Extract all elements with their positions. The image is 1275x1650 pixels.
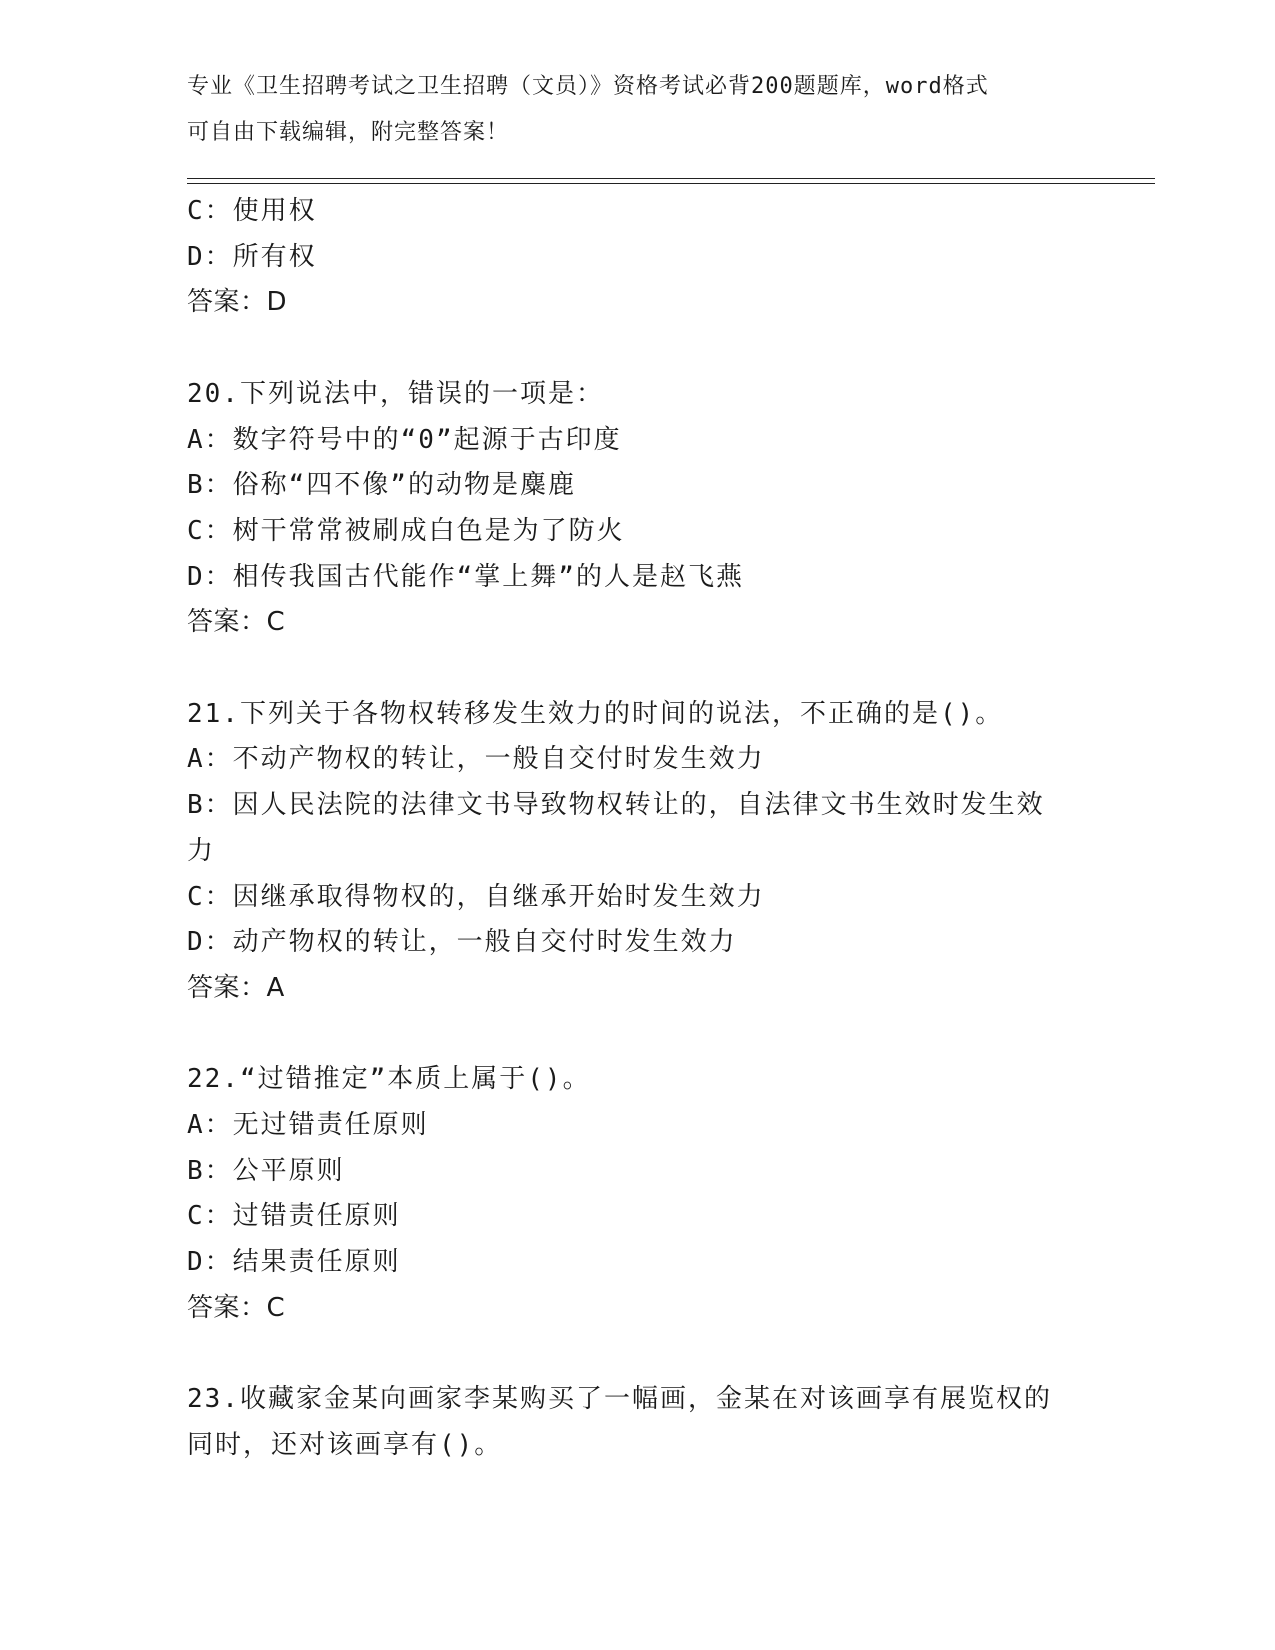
header-rule-top <box>187 178 1155 179</box>
option-a: A：数字符号中的“0”起源于古印度 <box>187 424 622 455</box>
question-stem: 20.下列说法中，错误的一项是： <box>187 378 604 409</box>
spacer <box>187 1332 1087 1378</box>
option-a: A：无过错责任原则 <box>187 1110 429 1141</box>
answer-line: 答案：C <box>187 1292 286 1323</box>
option-d: D：动产物权的转让，一般自交付时发生效力 <box>187 927 737 958</box>
question-stem: 21.下列关于各物权转移发生效力的时间的说法，不正确的是()。 <box>187 698 1004 729</box>
option-d: D：相传我国古代能作“掌上舞”的人是赵飞燕 <box>187 561 744 592</box>
question-stem-continuation: 同时，还对该画享有()。 <box>187 1429 503 1460</box>
question-stem: 22.“过错推定”本质上属于()。 <box>187 1064 591 1095</box>
header-line-1: 专业《卫生招聘考试之卫生招聘（文员）》资格考试必背200题题库，word格式 <box>187 74 989 99</box>
question-stem: 23.收藏家金某向画家李某购买了一幅画，金某在对该画享有展览权的 <box>187 1384 1052 1415</box>
option-b: B：俗称“四不像”的动物是麋鹿 <box>187 470 576 501</box>
option-b: B：公平原则 <box>187 1155 345 1186</box>
answer-line: 答案：A <box>187 972 285 1003</box>
option-d: D：结果责任原则 <box>187 1247 401 1278</box>
option-c: C：过错责任原则 <box>187 1201 401 1232</box>
spacer <box>187 646 1087 692</box>
option-b: B：因人民法院的法律文书导致物权转让的，自法律文书生效时发生效 <box>187 790 1045 821</box>
answer-line: 答案：D <box>187 287 288 318</box>
spacer <box>187 326 1087 372</box>
option-c: C：因继承取得物权的，自继承开始时发生效力 <box>187 881 765 912</box>
option-a: A：不动产物权的转让，一般自交付时发生效力 <box>187 744 765 775</box>
option-b-continuation: 力 <box>187 835 216 866</box>
option-c: C：树干常常被刷成白色是为了防火 <box>187 515 625 546</box>
answer-line: 答案：C <box>187 607 286 638</box>
question-content <box>187 189 1087 1469</box>
option-c: C：使用权 <box>187 196 317 226</box>
header-rule-bottom <box>187 183 1155 184</box>
header-line-2: 可自由下载编辑，附完整答案！ <box>187 119 510 145</box>
document-header <box>187 70 1087 161</box>
option-d: D：所有权 <box>187 241 317 272</box>
spacer <box>187 1012 1087 1058</box>
